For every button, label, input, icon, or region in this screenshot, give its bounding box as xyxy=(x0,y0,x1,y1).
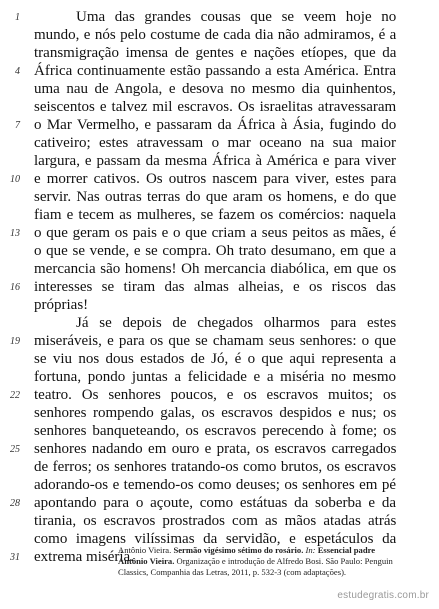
line-text: teatro. Os senhores poucos, e os escravos muitos; os xyxy=(34,387,397,403)
line-text: se viu nos dous estados de Jó, é o que aqui representa a xyxy=(34,351,397,367)
line-number: 31 xyxy=(10,552,20,563)
line-text: cativeiro; estes atravessam o mar oceano na sua maior xyxy=(34,135,396,151)
text-line xyxy=(0,206,439,224)
line-text: fiam e tecem as mulheres, se fazem os comércios: naquela xyxy=(34,207,396,223)
line-number: 1 xyxy=(15,12,20,23)
text-line xyxy=(0,296,439,314)
line-text: apontando para o açoute, como estátuas da soberba e da xyxy=(34,495,396,511)
text-line xyxy=(0,350,439,368)
source-citation xyxy=(118,545,398,578)
line-text: extrema miséria. xyxy=(34,549,134,565)
text-line xyxy=(0,314,439,332)
line-number: 25 xyxy=(10,444,20,455)
text-line xyxy=(0,152,439,170)
text-line xyxy=(0,458,439,476)
text-line xyxy=(0,494,439,512)
line-text: largura, e passam da mesma África à América e para viver xyxy=(34,153,396,169)
site-watermark: estudegratis.com.br xyxy=(337,590,429,601)
line-text: adorando-os e temendo-os como deuses; os senhores em pé xyxy=(34,477,396,493)
line-text: o que se vende, e se compra. Oh trato desumano, em que a xyxy=(34,243,397,259)
text-line xyxy=(0,242,439,260)
line-text: transmigração imensa de gentes e nações etíopes, que da xyxy=(34,45,397,61)
line-text: fortuna, pondo juntas a felicidade e a miséria no mesmo xyxy=(34,369,396,385)
text-line xyxy=(0,404,439,422)
line-text: o que geram os pais e o que criam a seus peitos as mães, é xyxy=(34,225,396,241)
citation-title: Sermão vigésimo sétimo do rosário. xyxy=(173,545,304,555)
text-line xyxy=(0,440,439,458)
text-line xyxy=(0,224,439,242)
text-line xyxy=(0,134,439,152)
line-text: miseráveis, e para os que se chamam seus senhores: o que xyxy=(34,333,396,349)
text-line xyxy=(0,260,439,278)
line-text: uma nau de Angola, e desova no mesmo dia quinhentos, xyxy=(34,81,397,97)
line-text: interesses se tiram das almas alheias, e os riscos das xyxy=(34,279,396,295)
text-line xyxy=(0,170,439,188)
line-number: 28 xyxy=(10,498,20,509)
citation-in-label: In: xyxy=(305,545,316,555)
line-number: 19 xyxy=(10,336,20,347)
line-number: 13 xyxy=(10,228,20,239)
line-number: 4 xyxy=(15,66,20,77)
line-text: senhores nadando em ouro e prata, os escravos carregados xyxy=(34,441,397,457)
text-line xyxy=(0,386,439,404)
text-line xyxy=(0,188,439,206)
line-text: mercancia são homens! Oh mercancia diabólica, em que os xyxy=(34,261,397,277)
text-line xyxy=(0,476,439,494)
line-number: 16 xyxy=(10,282,20,293)
line-text: e morrer cativos. Os outros nascem para viver, estes para xyxy=(34,171,397,187)
line-text: o Mar Vermelho, e passaram da África à Ásia, fugindo do xyxy=(34,117,397,133)
text-line xyxy=(0,512,439,530)
text-line xyxy=(0,368,439,386)
text-line xyxy=(0,80,439,98)
line-text: senhores banqueteando, os escravos perecendo à fome; os xyxy=(34,423,397,439)
line-text: senhores rompendo galas, os escravos despidos e nus; os xyxy=(34,405,397,421)
line-text: próprias! xyxy=(34,297,89,313)
text-line xyxy=(0,332,439,350)
line-number: 7 xyxy=(15,120,20,131)
text-line xyxy=(0,422,439,440)
line-text: de ferros; os senhores tratando-os como brutos, os escravos xyxy=(34,459,397,475)
line-text: servir. Nas outras terras do que aram os homens, e do que xyxy=(34,189,397,205)
text-line xyxy=(0,98,439,116)
text-line xyxy=(0,278,439,296)
line-text: Uma das grandes cousas que se veem hoje no xyxy=(76,9,397,25)
citation-details: Organização e introdução de Alfredo Bosi. São Paulo: Penguin Classics, Companhia das Letras, 2011, p. 532-3 (com adaptações). xyxy=(118,556,393,577)
line-text: África continuamente estão passando a esta América. Entra xyxy=(34,63,396,79)
line-number: 22 xyxy=(10,390,20,401)
text-line xyxy=(0,26,439,44)
text-line xyxy=(0,116,439,134)
citation-author: Antônio Vieira. xyxy=(118,545,172,555)
line-text: seiscentos e talvez mil escravos. Os israelitas atravessaram xyxy=(34,99,397,115)
line-text: como imagens vilíssimas da servidão, e espetáculos da xyxy=(34,531,397,547)
text-line xyxy=(0,62,439,80)
citation-book: Essencial padre Antônio Vieira. xyxy=(118,545,376,566)
text-line xyxy=(0,44,439,62)
text-line xyxy=(0,8,439,26)
line-text: tirania, os escravos prostrados com as mãos atadas atrás xyxy=(34,513,397,529)
line-text: mundo, e nós pelo costume de cada dia não admiramos, é a xyxy=(34,27,397,43)
line-text: Já se depois de chegados olharmos para estes xyxy=(76,315,397,331)
line-number: 10 xyxy=(10,174,20,185)
